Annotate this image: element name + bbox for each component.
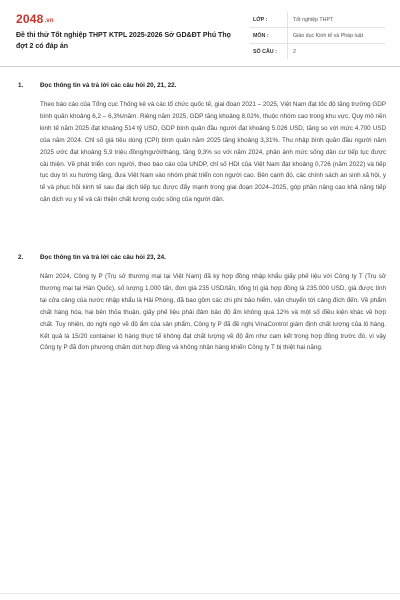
section-passage: Theo báo cáo của Tổng cục Thống kê và các tổ chức quốc tế, giai đoạn 2021 – 2025, Việt Nam đạt tốc độ tăng trưởng GDP bình quân khoảng 6,2 – 6,3%/năm. Riêng năm 2025, GDP tăng khoảng 8,02%, thuộc nhóm cao trong khu vực. Quy mô nền kinh tế năm 2025 đạt khoảng 514 tỷ USD, GDP bình quân đầu người đạt khoảng 5.026 USD, tăng so với mức 4.700 USD của năm 2024. Chỉ số giá tiêu dùng (CPI) bình quân năm 2025 tăng khoảng 3,31%. Thu nhập bình quân đầu người năm 2025 ước đạt khoảng 5,9 triệu đồng/người/tháng, tăng 9,3% so với năm 2024, phản ánh mức sống dân cư tiếp tục được cải thiện. Về phát triển con người, theo báo cáo của UNDP, chỉ số HDI của Việt Nam đạt khoảng 0,726 (năm 2022) và tiếp tục duy trì xu hướng tăng, đưa Việt Nam vào nhóm phát triển con người cao. Bên cạnh đó, các chính sách an sinh xã hội, y tế và phục hồi kinh tế sau đại dịch tiếp tục được đẩy mạnh trong giai đoạn 2024–2025, góp phần nâng cao khả năng tiếp cận dịch vụ y tế và cải thiện chất lượng cuộc sống của người dân. bbox=[40, 101, 386, 204]
section-heading-text: Đọc thông tin và trả lời các câu hỏi 20, 21, 22. bbox=[40, 82, 177, 89]
section-heading-text: Đọc thông tin và trả lời các câu hỏi 23, 24. bbox=[40, 254, 166, 261]
section-number: 1. bbox=[18, 82, 24, 89]
exam-title: Đề thi thử Tốt nghiệp THPT KTPL 2025-2026 Sở GD&ĐT Phú Thọ đợt 2 có đáp án bbox=[16, 32, 231, 50]
meta-label: MÔN : bbox=[250, 28, 288, 43]
footer-divider bbox=[0, 593, 400, 594]
section-heading bbox=[18, 254, 386, 261]
meta-row-class bbox=[250, 12, 385, 28]
question-section-1 bbox=[18, 82, 386, 206]
meta-value: Giáo dục Kinh tế và Pháp luật bbox=[293, 32, 364, 39]
section-heading bbox=[18, 82, 386, 89]
section-passage: Năm 2024, Công ty P (Trụ sở thương mại tại Việt Nam) đã ký hợp đồng nhập khẩu giấy phế liệu với Công ty T (Trụ sở thương mại tại Hàn Quốc), số lượng 1.000 tấn, đơn giá 235 USD/tấn, tổng trị giá hợp đồng là 235.000 USD, giá được tính tại cửa cảng của nước nhập khẩu là Hải Phòng, đã bao gồm các chi phí bảo hiểm, vận chuyển tới cảng đích đến. Về phẩm chất hàng hóa, hai bên thỏa thuận, giấy phế liệu phải đảm bảo độ ẩm không quá 12% và một số điều kiện khác về hợp chất. Tuy nhiên, do nghi ngờ về độ ẩm của sản phẩm, Công ty P đã đề nghị VinaControl giám định chất lượng của lô hàng. Kết quả là 15/20 container lô hàng thực tế không đạt chất lượng về độ ẩm như cam kết trong hợp đồng trước đó, vì vậy Công ty P đã đơn phương chấm dứt hợp đồng và không nhận hàng khiến Công ty T bị thiệt hại nặng. bbox=[40, 273, 386, 352]
meta-value: 2 bbox=[293, 48, 296, 55]
site-logo[interactable] bbox=[16, 12, 54, 26]
meta-label: LỚP : bbox=[250, 12, 288, 27]
meta-value: Tốt nghiệp THPT bbox=[293, 16, 334, 23]
meta-row-question-count bbox=[250, 44, 385, 59]
section-number: 2. bbox=[18, 254, 24, 261]
question-section-2 bbox=[18, 254, 386, 354]
page-header bbox=[0, 0, 400, 67]
exam-meta-table bbox=[250, 12, 385, 59]
meta-row-subject bbox=[250, 28, 385, 44]
meta-label: SỐ CÂU : bbox=[250, 44, 288, 59]
logo-tld: .vn bbox=[44, 18, 54, 24]
logo-main: 2048 bbox=[16, 12, 44, 26]
